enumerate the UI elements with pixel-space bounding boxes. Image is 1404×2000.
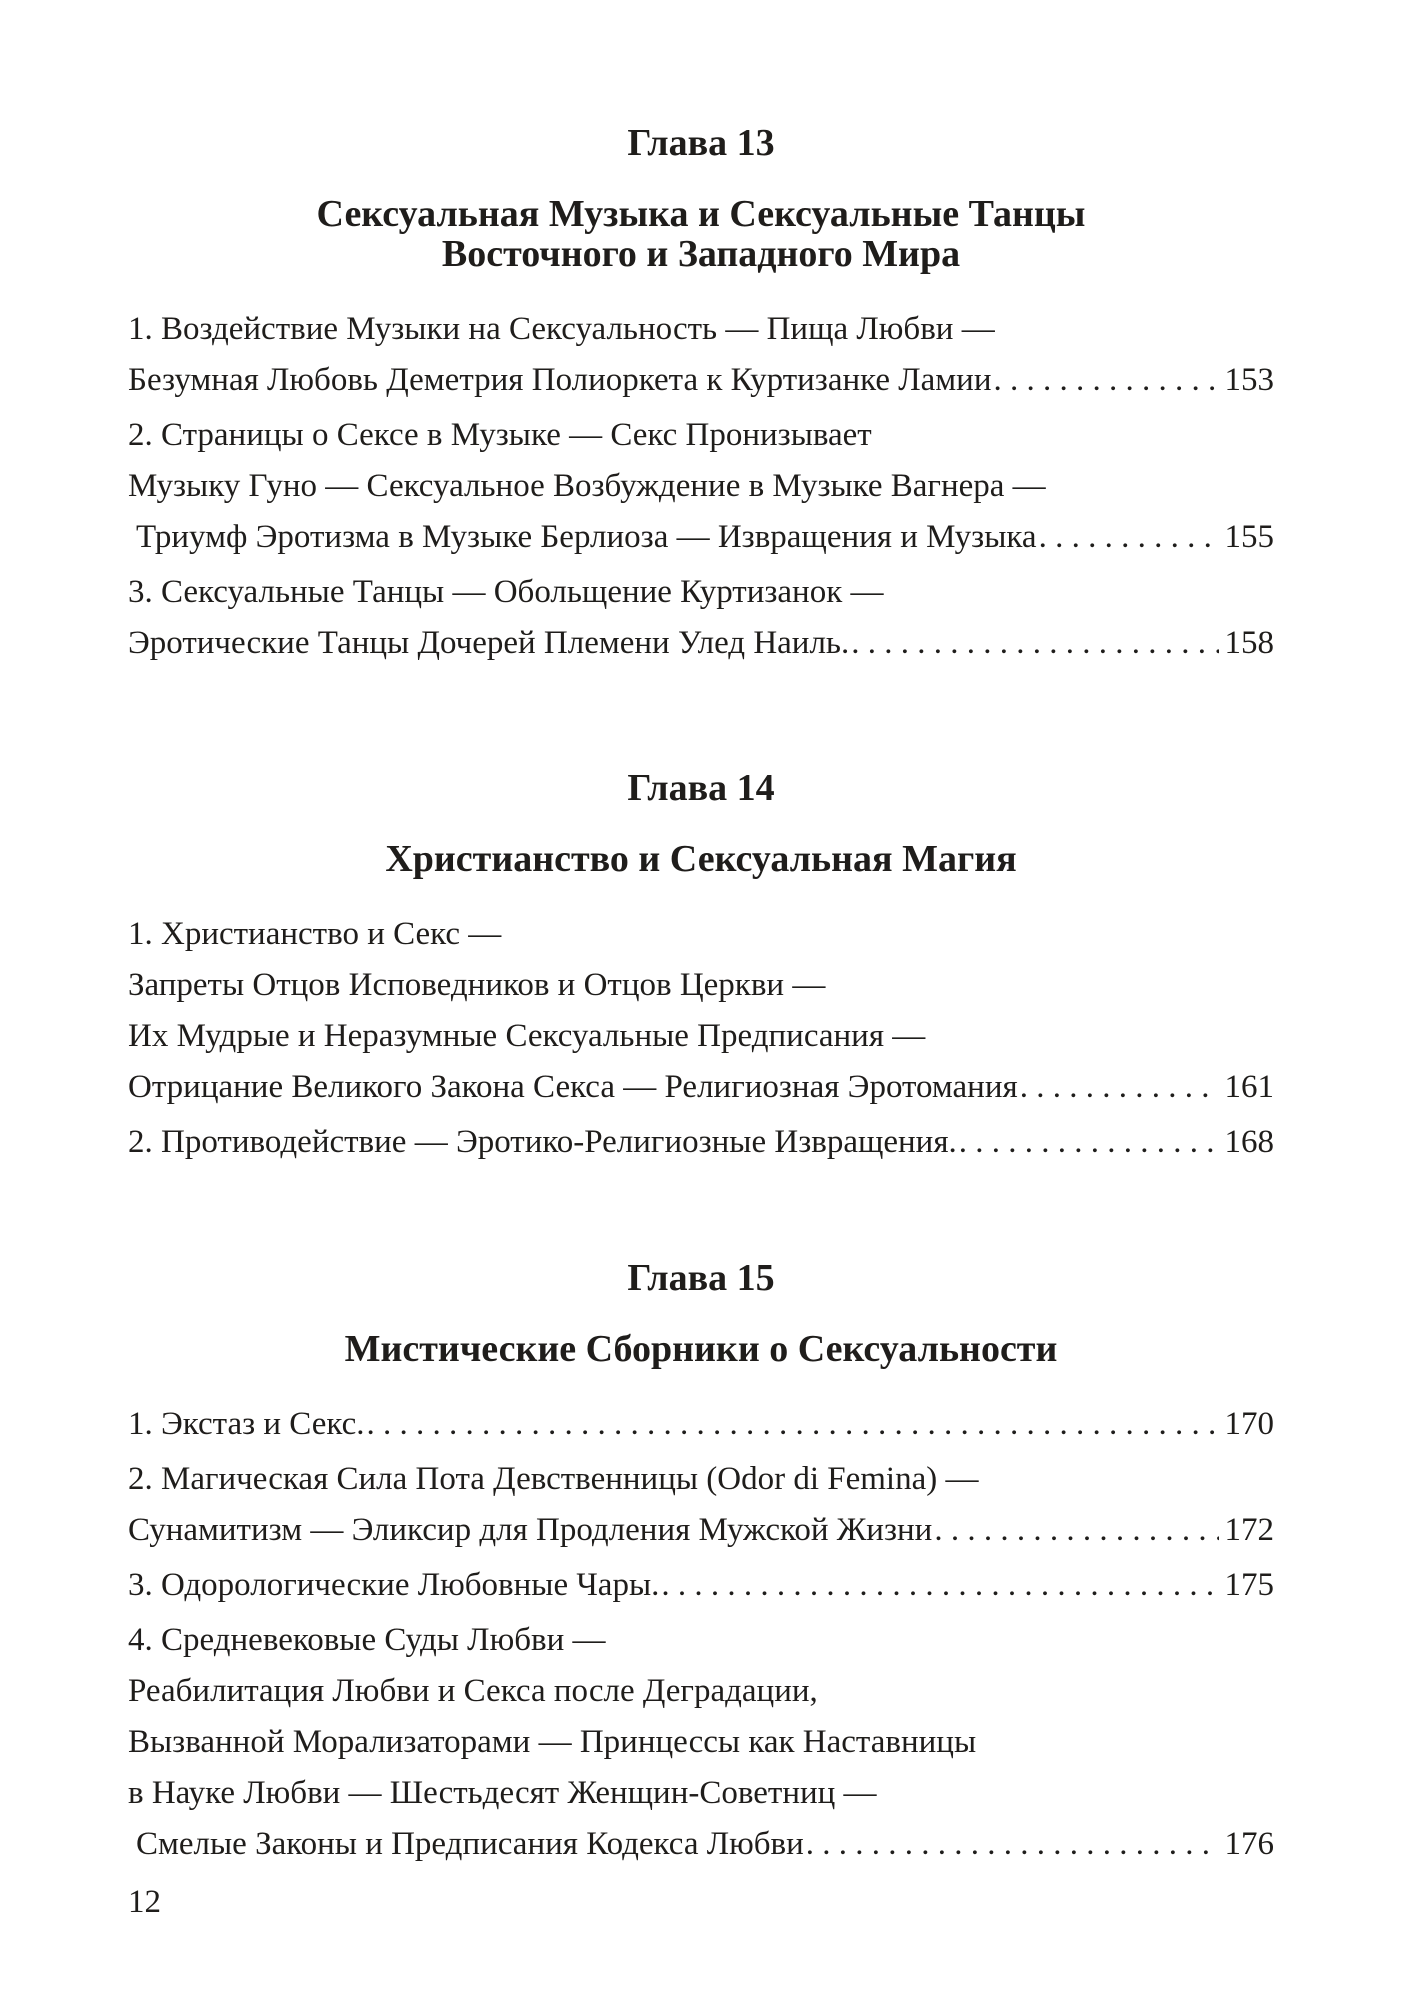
toc-page-number: 155 [1224, 519, 1274, 555]
toc-line: в Науке Любви — Шестьдесят Женщин-Советниц — [128, 1775, 877, 1811]
toc-page-number: 176 [1224, 1826, 1274, 1862]
chapter-13 [128, 120, 1274, 673]
toc-line: Музыку Гуно — Сексуальное Возбуждение в Музыке Вагнера — [128, 468, 1046, 504]
chapter-number: Глава 13 [627, 122, 775, 164]
toc-last-line [128, 1399, 1274, 1450]
toc-page-number: 175 [1224, 1567, 1274, 1603]
toc-page-number: 170 [1224, 1406, 1274, 1442]
toc-line: 1. Воздействие Музыки на Сексуальность — Пища Любви — [128, 311, 995, 347]
toc-last-line [128, 1819, 1274, 1870]
toc-entry [128, 1399, 1274, 1450]
toc-line: Смелые Законы и Предписания Кодекса Любви [136, 1826, 804, 1862]
chapter-14 [128, 765, 1274, 1172]
leader-dots [1039, 512, 1219, 563]
toc-entry [128, 410, 1274, 563]
toc-line: Запреты Отцов Исповедников и Отцов Церкви — [128, 967, 826, 1003]
toc-line: Их Мудрые и Неразумные Сексуальные Предписания — [128, 1018, 926, 1054]
toc-page-number: 161 [1224, 1069, 1274, 1105]
toc-entry [128, 1117, 1274, 1168]
toc-entry [128, 1560, 1274, 1611]
toc-line: 2. Страницы о Сексе в Музыке — Секс Пронизывает [128, 417, 872, 453]
toc-page-number: 168 [1224, 1124, 1274, 1160]
chapter-title-line: Сексуальная Музыка и Сексуальные Танцы [316, 193, 1086, 235]
toc-last-line [128, 1117, 1274, 1168]
page-number: 12 [128, 1884, 161, 1920]
chapter-15 [128, 1255, 1274, 1874]
chapter-title [128, 1329, 1274, 1369]
toc-entry [128, 567, 1274, 669]
toc-line: Безумная Любовь Деметрия Полиоркета к Куртизанке Ламии [128, 362, 992, 398]
leader-dots [1020, 1062, 1219, 1113]
chapter-number: Глава 14 [627, 767, 775, 809]
toc-line: 1. Христианство и Секс — [128, 916, 502, 952]
leader-dots [851, 618, 1218, 669]
leader-dots [934, 1505, 1218, 1556]
toc-entries [128, 909, 1274, 1168]
toc-line: 3. Сексуальные Танцы — Обольщение Куртизанок — [128, 574, 884, 610]
toc-line: Отрицание Великого Закона Секса — Религиозная Эротомания [128, 1069, 1018, 1105]
toc-line: Реабилитация Любви и Секса после Деградации, [128, 1673, 818, 1709]
toc-line: 3. Одорологические Любовные Чары. [128, 1567, 660, 1603]
toc-last-line [128, 512, 1274, 563]
toc-line: Сунамитизм — Эликсир для Продления Мужской Жизни [128, 1512, 933, 1548]
toc-line: 4. Средневековые Суды Любви — [128, 1622, 606, 1658]
toc-last-line [128, 618, 1274, 669]
leader-dots [959, 1117, 1219, 1168]
toc-line: Триумф Эротизма в Музыке Берлиоза — Извращения и Музыка [136, 519, 1037, 555]
chapter-title [128, 839, 1274, 879]
leader-dots [366, 1399, 1218, 1450]
leader-dots [661, 1560, 1218, 1611]
chapter-number: Глава 15 [627, 1257, 775, 1299]
toc-entry [128, 909, 1274, 1113]
toc-line: 1. Экстаз и Секс. [128, 1406, 365, 1442]
toc-last-line [128, 1560, 1274, 1611]
leader-dots [993, 355, 1218, 406]
chapter-title-line: Восточного и Западного Мира [441, 233, 961, 275]
toc-page-number: 172 [1224, 1512, 1274, 1548]
toc-line: 2. Противодействие — Эротико-Религиозные Извращения. [128, 1124, 957, 1160]
toc-entries [128, 304, 1274, 669]
toc-entry [128, 1615, 1274, 1870]
toc-page-number: 158 [1224, 625, 1274, 661]
toc-entry [128, 1454, 1274, 1556]
toc-entry [128, 304, 1274, 406]
leader-dots [806, 1819, 1219, 1870]
toc-line: 2. Магическая Сила Пота Девственницы (Odor di Femina) — [128, 1461, 979, 1497]
chapter-title-line: Мистические Сборники о Сексуальности [344, 1328, 1058, 1370]
toc-last-line [128, 355, 1274, 406]
chapter-title-line: Христианство и Сексуальная Магия [385, 838, 1017, 880]
toc-entries [128, 1399, 1274, 1870]
toc-page-number: 153 [1224, 362, 1274, 398]
toc-last-line [128, 1062, 1274, 1113]
chapter-title [128, 194, 1274, 274]
toc-line: Вызванной Морализаторами — Принцессы как Наставницы [128, 1724, 977, 1760]
toc-last-line [128, 1505, 1274, 1556]
toc-line: Эротические Танцы Дочерей Племени Улед Наиль. [128, 625, 850, 661]
